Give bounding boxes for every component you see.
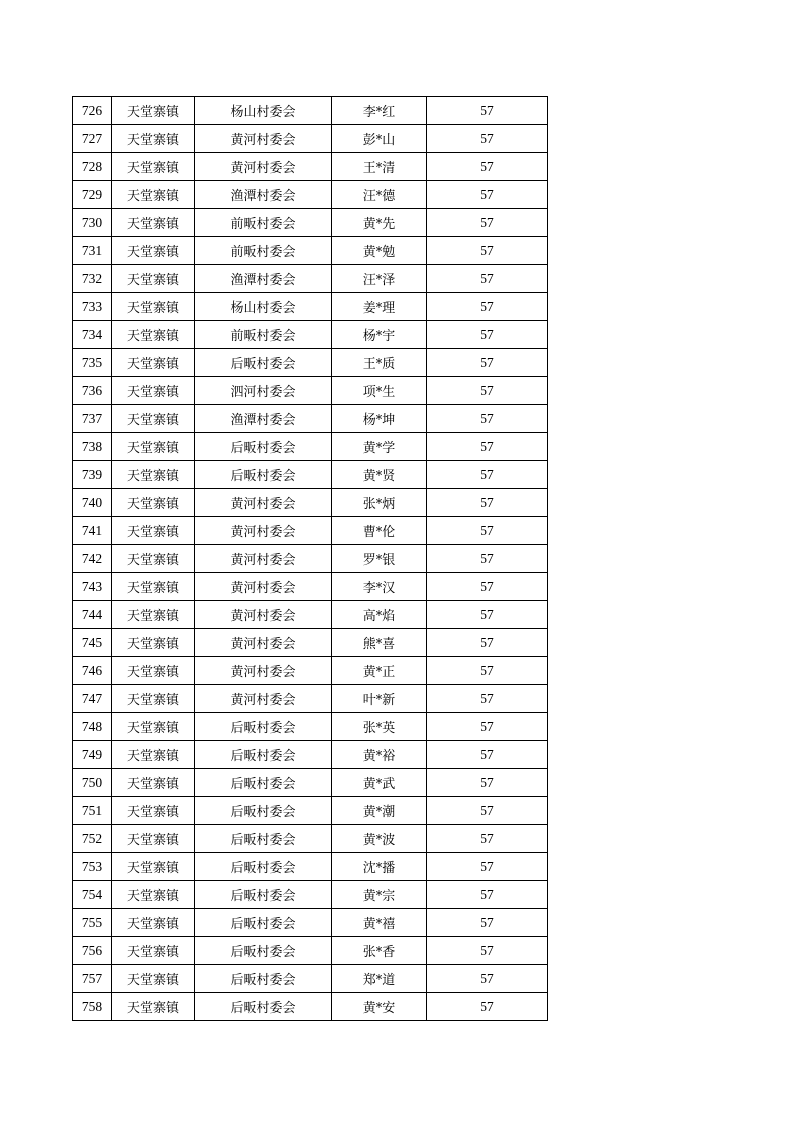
person-name-cell: 张*英 [332, 713, 427, 741]
person-name-cell: 黄*先 [332, 209, 427, 237]
village-committee-cell: 后畈村委会 [195, 825, 332, 853]
person-name-cell: 张*炳 [332, 489, 427, 517]
table-row [73, 797, 548, 825]
amount-cell: 57 [427, 741, 548, 769]
town-cell: 天堂寨镇 [112, 937, 195, 965]
amount-cell: 57 [427, 125, 548, 153]
amount-cell: 57 [427, 769, 548, 797]
amount-cell: 57 [427, 461, 548, 489]
row-number-cell: 745 [73, 629, 112, 657]
village-committee-cell: 黄河村委会 [195, 153, 332, 181]
table-row [73, 461, 548, 489]
town-cell: 天堂寨镇 [112, 713, 195, 741]
town-cell: 天堂寨镇 [112, 825, 195, 853]
village-committee-cell: 黄河村委会 [195, 629, 332, 657]
row-number-cell: 746 [73, 657, 112, 685]
person-name-cell: 张*香 [332, 937, 427, 965]
town-cell: 天堂寨镇 [112, 349, 195, 377]
row-number-cell: 757 [73, 965, 112, 993]
town-cell: 天堂寨镇 [112, 601, 195, 629]
table-row [73, 713, 548, 741]
amount-cell: 57 [427, 153, 548, 181]
amount-cell: 57 [427, 433, 548, 461]
village-committee-cell: 后畈村委会 [195, 433, 332, 461]
person-name-cell: 王*清 [332, 153, 427, 181]
person-name-cell: 熊*喜 [332, 629, 427, 657]
person-name-cell: 黄*禧 [332, 909, 427, 937]
town-cell: 天堂寨镇 [112, 125, 195, 153]
table-row [73, 97, 548, 125]
person-name-cell: 曹*伦 [332, 517, 427, 545]
row-number-cell: 738 [73, 433, 112, 461]
table-row [73, 601, 548, 629]
amount-cell: 57 [427, 293, 548, 321]
row-number-cell: 755 [73, 909, 112, 937]
amount-cell: 57 [427, 573, 548, 601]
town-cell: 天堂寨镇 [112, 265, 195, 293]
person-name-cell: 高*焰 [332, 601, 427, 629]
row-number-cell: 732 [73, 265, 112, 293]
row-number-cell: 749 [73, 741, 112, 769]
table-row [73, 853, 548, 881]
town-cell: 天堂寨镇 [112, 433, 195, 461]
amount-cell: 57 [427, 237, 548, 265]
person-name-cell: 罗*银 [332, 545, 427, 573]
town-cell: 天堂寨镇 [112, 405, 195, 433]
village-committee-cell: 后畈村委会 [195, 881, 332, 909]
village-committee-cell: 后畈村委会 [195, 909, 332, 937]
table-row [73, 741, 548, 769]
table-row [73, 489, 548, 517]
roster-table-body [73, 97, 548, 1021]
village-committee-cell: 渔潭村委会 [195, 405, 332, 433]
row-number-cell: 733 [73, 293, 112, 321]
town-cell: 天堂寨镇 [112, 97, 195, 125]
amount-cell: 57 [427, 965, 548, 993]
person-name-cell: 李*汉 [332, 573, 427, 601]
amount-cell: 57 [427, 853, 548, 881]
town-cell: 天堂寨镇 [112, 293, 195, 321]
amount-cell: 57 [427, 825, 548, 853]
town-cell: 天堂寨镇 [112, 461, 195, 489]
table-row [73, 237, 548, 265]
row-number-cell: 727 [73, 125, 112, 153]
village-committee-cell: 后畈村委会 [195, 993, 332, 1021]
amount-cell: 57 [427, 377, 548, 405]
row-number-cell: 756 [73, 937, 112, 965]
table-row [73, 685, 548, 713]
row-number-cell: 754 [73, 881, 112, 909]
table-row [73, 377, 548, 405]
village-committee-cell: 杨山村委会 [195, 293, 332, 321]
person-name-cell: 彭*山 [332, 125, 427, 153]
amount-cell: 57 [427, 97, 548, 125]
town-cell: 天堂寨镇 [112, 993, 195, 1021]
row-number-cell: 739 [73, 461, 112, 489]
village-committee-cell: 黄河村委会 [195, 601, 332, 629]
amount-cell: 57 [427, 321, 548, 349]
village-committee-cell: 后畈村委会 [195, 349, 332, 377]
village-committee-cell: 渔潭村委会 [195, 265, 332, 293]
row-number-cell: 744 [73, 601, 112, 629]
table-row [73, 909, 548, 937]
town-cell: 天堂寨镇 [112, 181, 195, 209]
village-committee-cell: 渔潭村委会 [195, 181, 332, 209]
amount-cell: 57 [427, 713, 548, 741]
row-number-cell: 730 [73, 209, 112, 237]
person-name-cell: 黄*武 [332, 769, 427, 797]
town-cell: 天堂寨镇 [112, 209, 195, 237]
row-number-cell: 735 [73, 349, 112, 377]
amount-cell: 57 [427, 601, 548, 629]
row-number-cell: 743 [73, 573, 112, 601]
roster-table [72, 96, 548, 1021]
amount-cell: 57 [427, 209, 548, 237]
person-name-cell: 郑*道 [332, 965, 427, 993]
town-cell: 天堂寨镇 [112, 377, 195, 405]
person-name-cell: 姜*理 [332, 293, 427, 321]
row-number-cell: 758 [73, 993, 112, 1021]
town-cell: 天堂寨镇 [112, 489, 195, 517]
village-committee-cell: 后畈村委会 [195, 741, 332, 769]
amount-cell: 57 [427, 881, 548, 909]
row-number-cell: 751 [73, 797, 112, 825]
table-row [73, 825, 548, 853]
table-row [73, 993, 548, 1021]
table-row [73, 349, 548, 377]
table-row [73, 405, 548, 433]
person-name-cell: 李*红 [332, 97, 427, 125]
village-committee-cell: 后畈村委会 [195, 797, 332, 825]
village-committee-cell: 前畈村委会 [195, 321, 332, 349]
person-name-cell: 黄*波 [332, 825, 427, 853]
row-number-cell: 741 [73, 517, 112, 545]
town-cell: 天堂寨镇 [112, 573, 195, 601]
amount-cell: 57 [427, 405, 548, 433]
person-name-cell: 杨*宇 [332, 321, 427, 349]
row-number-cell: 750 [73, 769, 112, 797]
town-cell: 天堂寨镇 [112, 909, 195, 937]
row-number-cell: 740 [73, 489, 112, 517]
town-cell: 天堂寨镇 [112, 741, 195, 769]
amount-cell: 57 [427, 657, 548, 685]
row-number-cell: 742 [73, 545, 112, 573]
town-cell: 天堂寨镇 [112, 685, 195, 713]
village-committee-cell: 黄河村委会 [195, 489, 332, 517]
person-name-cell: 项*生 [332, 377, 427, 405]
table-row [73, 181, 548, 209]
row-number-cell: 726 [73, 97, 112, 125]
person-name-cell: 叶*新 [332, 685, 427, 713]
town-cell: 天堂寨镇 [112, 657, 195, 685]
table-row [73, 293, 548, 321]
village-committee-cell: 后畈村委会 [195, 965, 332, 993]
row-number-cell: 729 [73, 181, 112, 209]
village-committee-cell: 泗河村委会 [195, 377, 332, 405]
person-name-cell: 黄*正 [332, 657, 427, 685]
town-cell: 天堂寨镇 [112, 321, 195, 349]
table-row [73, 965, 548, 993]
village-committee-cell: 后畈村委会 [195, 769, 332, 797]
village-committee-cell: 前畈村委会 [195, 209, 332, 237]
person-name-cell: 黄*宗 [332, 881, 427, 909]
table-row [73, 265, 548, 293]
town-cell: 天堂寨镇 [112, 237, 195, 265]
town-cell: 天堂寨镇 [112, 853, 195, 881]
amount-cell: 57 [427, 545, 548, 573]
town-cell: 天堂寨镇 [112, 881, 195, 909]
table-row [73, 517, 548, 545]
village-committee-cell: 黄河村委会 [195, 545, 332, 573]
town-cell: 天堂寨镇 [112, 517, 195, 545]
amount-cell: 57 [427, 629, 548, 657]
village-committee-cell: 前畈村委会 [195, 237, 332, 265]
amount-cell: 57 [427, 181, 548, 209]
amount-cell: 57 [427, 685, 548, 713]
table-row [73, 657, 548, 685]
table-row [73, 937, 548, 965]
table-row [73, 125, 548, 153]
row-number-cell: 752 [73, 825, 112, 853]
village-committee-cell: 黄河村委会 [195, 685, 332, 713]
amount-cell: 57 [427, 349, 548, 377]
row-number-cell: 734 [73, 321, 112, 349]
row-number-cell: 731 [73, 237, 112, 265]
person-name-cell: 黄*安 [332, 993, 427, 1021]
town-cell: 天堂寨镇 [112, 797, 195, 825]
person-name-cell: 杨*坤 [332, 405, 427, 433]
town-cell: 天堂寨镇 [112, 153, 195, 181]
amount-cell: 57 [427, 517, 548, 545]
town-cell: 天堂寨镇 [112, 769, 195, 797]
table-row [73, 321, 548, 349]
village-committee-cell: 后畈村委会 [195, 853, 332, 881]
table-row [73, 881, 548, 909]
person-name-cell: 王*质 [332, 349, 427, 377]
person-name-cell: 黄*裕 [332, 741, 427, 769]
amount-cell: 57 [427, 937, 548, 965]
row-number-cell: 737 [73, 405, 112, 433]
table-row [73, 573, 548, 601]
village-committee-cell: 杨山村委会 [195, 97, 332, 125]
person-name-cell: 黄*学 [332, 433, 427, 461]
village-committee-cell: 黄河村委会 [195, 573, 332, 601]
village-committee-cell: 黄河村委会 [195, 125, 332, 153]
village-committee-cell: 黄河村委会 [195, 517, 332, 545]
town-cell: 天堂寨镇 [112, 629, 195, 657]
table-row [73, 209, 548, 237]
person-name-cell: 黄*潮 [332, 797, 427, 825]
table-row [73, 629, 548, 657]
table-row [73, 433, 548, 461]
town-cell: 天堂寨镇 [112, 965, 195, 993]
village-committee-cell: 后畈村委会 [195, 461, 332, 489]
person-name-cell: 沈*播 [332, 853, 427, 881]
row-number-cell: 753 [73, 853, 112, 881]
amount-cell: 57 [427, 797, 548, 825]
row-number-cell: 747 [73, 685, 112, 713]
village-committee-cell: 黄河村委会 [195, 657, 332, 685]
village-committee-cell: 后畈村委会 [195, 713, 332, 741]
table-row [73, 153, 548, 181]
row-number-cell: 728 [73, 153, 112, 181]
row-number-cell: 748 [73, 713, 112, 741]
row-number-cell: 736 [73, 377, 112, 405]
amount-cell: 57 [427, 489, 548, 517]
table-row [73, 545, 548, 573]
town-cell: 天堂寨镇 [112, 545, 195, 573]
village-committee-cell: 后畈村委会 [195, 937, 332, 965]
amount-cell: 57 [427, 993, 548, 1021]
person-name-cell: 汪*泽 [332, 265, 427, 293]
amount-cell: 57 [427, 265, 548, 293]
person-name-cell: 汪*德 [332, 181, 427, 209]
person-name-cell: 黄*贤 [332, 461, 427, 489]
amount-cell: 57 [427, 909, 548, 937]
person-name-cell: 黄*勉 [332, 237, 427, 265]
table-row [73, 769, 548, 797]
